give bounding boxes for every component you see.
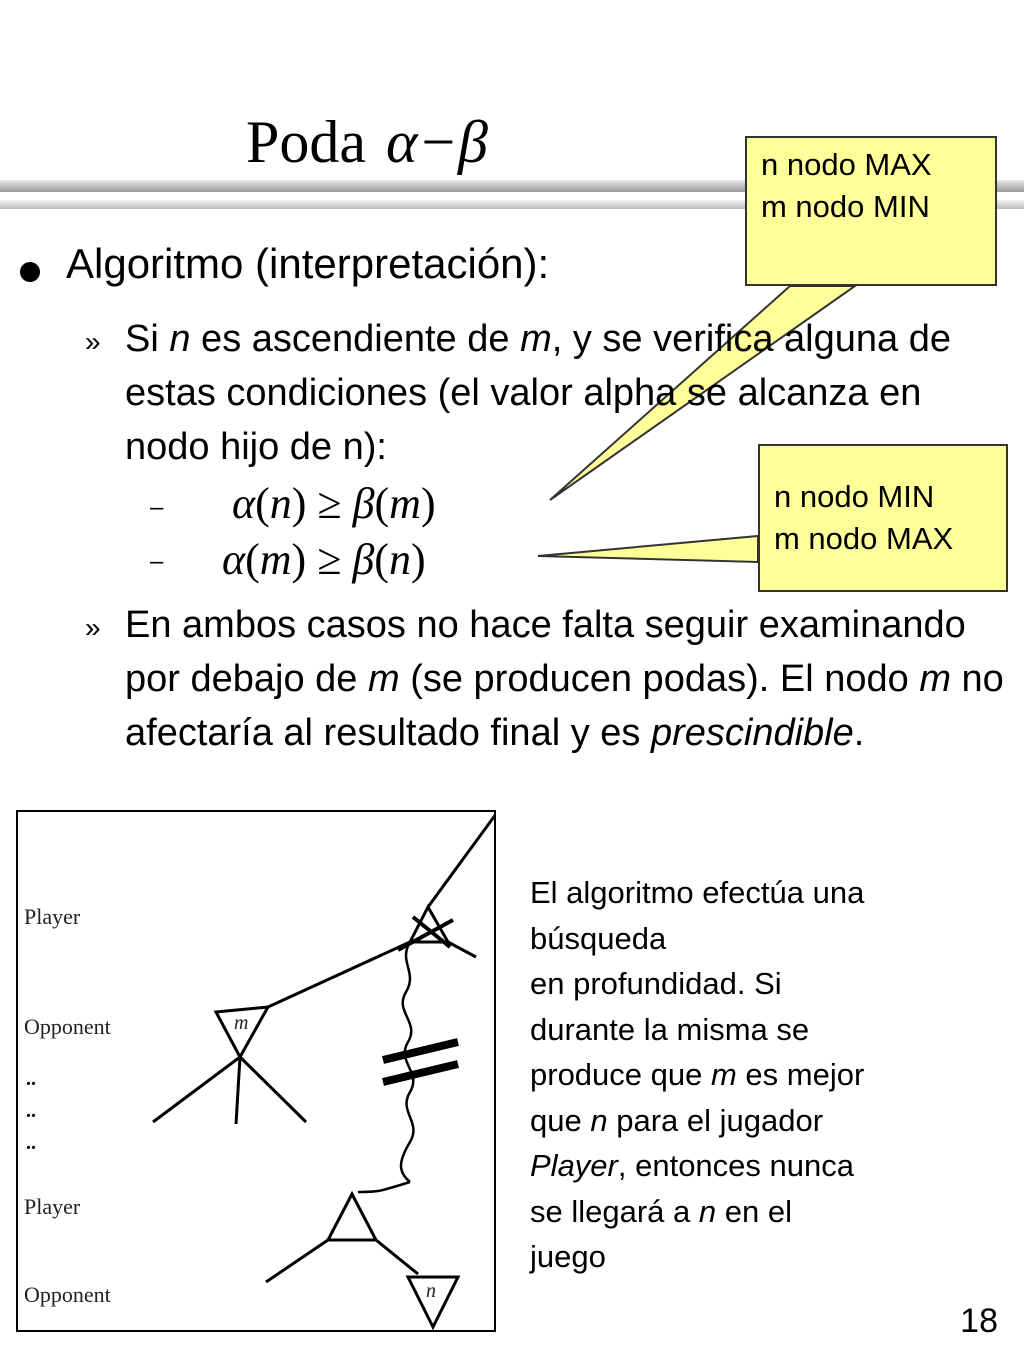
subbullet-marker: » bbox=[85, 612, 101, 643]
condition-dash: – bbox=[150, 494, 164, 521]
paragraph-pruning bbox=[125, 598, 1015, 760]
var: m bbox=[389, 479, 421, 528]
condition-formula-1: α(n) ≥ β(m) bbox=[232, 479, 436, 528]
callout-line: m nodo MAX bbox=[774, 521, 954, 556]
ellipsis: .. bbox=[26, 1068, 36, 1090]
text: es mejor bbox=[736, 1057, 865, 1092]
condition-formula-2: α(m) ≥ β(n) bbox=[222, 535, 426, 584]
text-line: en profundidad. Si bbox=[530, 966, 782, 1001]
alpha-symbol: α bbox=[232, 479, 256, 528]
text: . bbox=[853, 712, 865, 754]
callout-line: m nodo MIN bbox=[761, 189, 930, 224]
title-symbol: α−β bbox=[386, 109, 488, 175]
condition-dash: – bbox=[150, 548, 164, 575]
beta-symbol: β bbox=[352, 535, 375, 584]
callout-line: n nodo MAX bbox=[761, 147, 932, 182]
tree-edge bbox=[153, 1057, 240, 1122]
callout-mid-pointer bbox=[538, 536, 758, 562]
player-node-lower bbox=[328, 1194, 376, 1240]
tree-edge bbox=[376, 1240, 418, 1274]
text-line: durante la misma se bbox=[530, 1011, 810, 1047]
tree-edge bbox=[448, 942, 476, 957]
bullet-dot bbox=[20, 262, 40, 282]
text: En ambos casos no hace falta seguir examinando por debajo de bbox=[125, 604, 966, 700]
level-label-player: Player bbox=[24, 904, 81, 929]
break-mark bbox=[383, 1042, 458, 1060]
emphasis: Player bbox=[530, 1148, 618, 1183]
text: , entonces nunca bbox=[617, 1148, 854, 1183]
paragraph-condition bbox=[125, 312, 1015, 474]
game-tree-svg bbox=[18, 812, 496, 1332]
var-m: m bbox=[520, 318, 552, 360]
node-label-m: m bbox=[234, 1012, 249, 1034]
text: que bbox=[530, 1102, 591, 1138]
node-label-n: n bbox=[426, 1280, 436, 1302]
wavy-path-end bbox=[358, 1182, 410, 1192]
text-line: búsqueda bbox=[530, 920, 667, 956]
emphasis: prescindible bbox=[650, 712, 854, 754]
text-line bbox=[530, 1143, 950, 1189]
var: n bbox=[388, 535, 411, 584]
section-heading: Algoritmo (interpretación): bbox=[66, 240, 550, 287]
wavy-path bbox=[401, 942, 413, 1182]
text: es ascendiente de bbox=[190, 318, 521, 360]
tree-edge bbox=[266, 1240, 328, 1282]
subbullet-marker: » bbox=[85, 326, 101, 357]
var-m: m bbox=[710, 1057, 737, 1092]
var: n bbox=[269, 479, 292, 528]
page-number: 18 bbox=[960, 1302, 998, 1340]
text: no afectaría al resultado final y es bbox=[125, 658, 1004, 754]
ellipsis: .. bbox=[26, 1132, 36, 1154]
text: , y se verifica alguna de estas condiciones (el valor alpha se alcanza en nodo hijo de n): bbox=[125, 318, 951, 468]
var-n: n bbox=[169, 318, 191, 360]
callout-line: n nodo MIN bbox=[774, 479, 935, 514]
alpha-symbol: α bbox=[222, 535, 246, 584]
callout-max-min bbox=[745, 136, 997, 286]
beta-symbol: β bbox=[352, 479, 375, 528]
var-m: m bbox=[919, 658, 951, 700]
text-line bbox=[530, 1098, 950, 1144]
level-label-opponent: Opponent bbox=[24, 1282, 111, 1307]
tree-edge bbox=[240, 1057, 306, 1122]
text-line: juego bbox=[530, 1239, 606, 1274]
diagram-explanation bbox=[530, 870, 950, 1280]
text-line: El algoritmo efectúa una bbox=[530, 875, 865, 910]
level-label-player: Player bbox=[24, 1194, 81, 1219]
var-m: m bbox=[367, 658, 400, 700]
text: produce que bbox=[530, 1057, 711, 1092]
var-n: n bbox=[590, 1102, 608, 1138]
geq-symbol: ≥ bbox=[317, 479, 342, 528]
level-label-opponent: Opponent bbox=[24, 1014, 111, 1039]
text: (se producen podas). El nodo bbox=[399, 658, 920, 700]
var-n: n bbox=[698, 1193, 717, 1229]
text: se llegará a bbox=[530, 1193, 699, 1229]
tree-edge bbox=[236, 1057, 240, 1124]
text: para el jugador bbox=[607, 1102, 824, 1138]
text-line bbox=[530, 1189, 950, 1235]
text-line bbox=[530, 1052, 950, 1098]
title-text: Poda bbox=[246, 109, 366, 175]
ellipsis: .. bbox=[26, 1100, 36, 1122]
tree-edge bbox=[268, 942, 410, 1007]
break-mark bbox=[383, 1064, 458, 1082]
game-tree-diagram bbox=[16, 810, 496, 1332]
tree-edge bbox=[428, 814, 496, 907]
var: m bbox=[259, 535, 292, 584]
geq-symbol: ≥ bbox=[317, 535, 342, 584]
text: en el bbox=[716, 1193, 792, 1229]
text: Si bbox=[125, 318, 170, 360]
